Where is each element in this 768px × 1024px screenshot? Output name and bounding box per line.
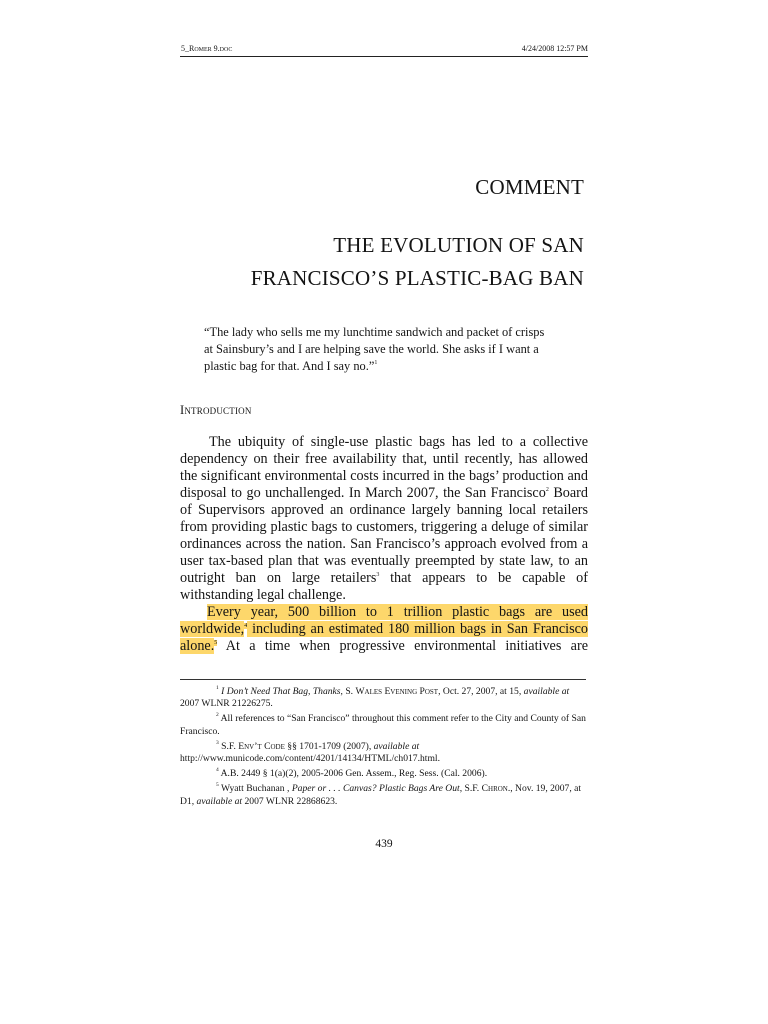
- header-timestamp: 4/24/2008 12:57 PM: [521, 44, 588, 53]
- footnote-title-italic: I Don’t Need That Bag, Thanks: [221, 686, 341, 697]
- section-heading-introduction: Introduction: [180, 403, 252, 417]
- highlighted-text-2[interactable]: including an estimated 180 million bags in San Francisco alone.: [180, 621, 588, 654]
- footnote-text: §§ 1701-1709 (2007),: [284, 740, 374, 752]
- footnote-title-italic: Paper or . . . Canvas? Plastic Bags Are Out: [291, 783, 460, 795]
- footnote-source-smallcaps: Chron.: [481, 783, 511, 795]
- footnote-ref-1[interactable]: 1: [374, 360, 378, 366]
- footnote-text: Wyatt Buchanan ,: [220, 783, 292, 795]
- footnote-number: 2: [216, 712, 219, 719]
- article-title-line-2: FRANCISCO’S PLASTIC-BAG BAN: [250, 266, 584, 290]
- footnote-available-at: available at: [196, 795, 243, 807]
- footnotes-section: [180, 686, 588, 811]
- footnote-ref-3[interactable]: 3: [376, 572, 380, 578]
- paragraph-2-text: At a time when progressive environmental initiatives are: [217, 638, 588, 654]
- paragraph-1-text-b: Board of Supervisors approved an ordinance largely banning local retailers from providing plastic bags to customers, triggering a deluge of similar ordinances across the nation. San Francisco’s approach evolved from a user tax-based plan that was eventually preempted by state law, to an outright ban on large retailers: [180, 485, 588, 586]
- footnote-source-smallcaps: Wales Evening Post: [355, 686, 439, 697]
- footnote-source-smallcaps: Env’t Code: [238, 740, 285, 752]
- footnote-4: [180, 768, 588, 780]
- footnote-5: [180, 783, 588, 807]
- footnote-3: [180, 741, 588, 765]
- footnote-number: 4: [216, 767, 219, 774]
- footnote-text: , S.: [340, 686, 356, 697]
- footnote-text: , S.F.: [459, 783, 482, 795]
- highlighted-text-1[interactable]: Every year, 500 billion to 1 trillion plastic bags are used worldwide,: [180, 604, 588, 637]
- article-title: [180, 229, 584, 295]
- article-title-line-1: THE EVOLUTION OF SAN: [333, 233, 584, 257]
- footnote-text: S.F.: [221, 740, 239, 752]
- footnote-ref-2[interactable]: 2: [545, 487, 549, 493]
- footnote-number: 5: [216, 782, 219, 789]
- footnote-1: [180, 686, 588, 710]
- comment-heading: COMMENT: [475, 175, 584, 199]
- footnote-url[interactable]: http://www.municode.com/content/4201/14134/HTML/ch017.html.: [180, 753, 440, 765]
- footnote-text: , Nov. 19, 2007, at D1,: [180, 783, 582, 807]
- paragraph-1-text-c: that appears to be capable of withstanding legal challenge.: [180, 570, 588, 603]
- epigraph-quote: [204, 324, 556, 375]
- footnote-available-at: available at: [373, 740, 420, 752]
- footnote-2: [180, 713, 588, 737]
- footnote-number: 1: [216, 685, 219, 691]
- body-paragraph-1: [180, 434, 588, 604]
- footnote-text: All references to “San Francisco” throughout this comment refer to the City and County of San Francisco.: [180, 713, 586, 737]
- header-file-name: 5_Romer 9.doc: [181, 44, 233, 53]
- footnote-ref-4[interactable]: 4: [244, 623, 248, 629]
- footnote-number: 3: [216, 739, 219, 746]
- footnote-divider: [180, 679, 586, 680]
- running-header: [180, 43, 588, 57]
- page-number: 439: [375, 838, 393, 850]
- footnote-text: A.B. 2449 § 1(a)(2), 2005-2006 Gen. Assem., Reg. Sess. (Cal. 2006).: [220, 768, 488, 780]
- body-paragraph-2: [180, 604, 588, 655]
- footnote-text: 2007 WLNR 22868623.: [242, 795, 338, 807]
- paragraph-1-text-a: The ubiquity of single-use plastic bags has led to a collective dependency on their free availability that, until recently, has allowed the significant environmental costs incurred in the bags’ production and disposal to go unchallenged. In March 2007, the San Francisco: [180, 434, 588, 501]
- footnote-available-at: available at: [523, 686, 570, 697]
- epigraph-text: “The lady who sells me my lunchtime sandwich and packet of crisps at Sainsbury’s and I are helping save the world. She asks if I want a plastic bag for that. And I say no.”: [204, 325, 545, 373]
- footnote-text: 2007 WLNR 21226275.: [180, 698, 273, 710]
- footnote-ref-5[interactable]: 5: [214, 640, 218, 646]
- footnote-text: , Oct. 27, 2007, at 15,: [438, 686, 524, 697]
